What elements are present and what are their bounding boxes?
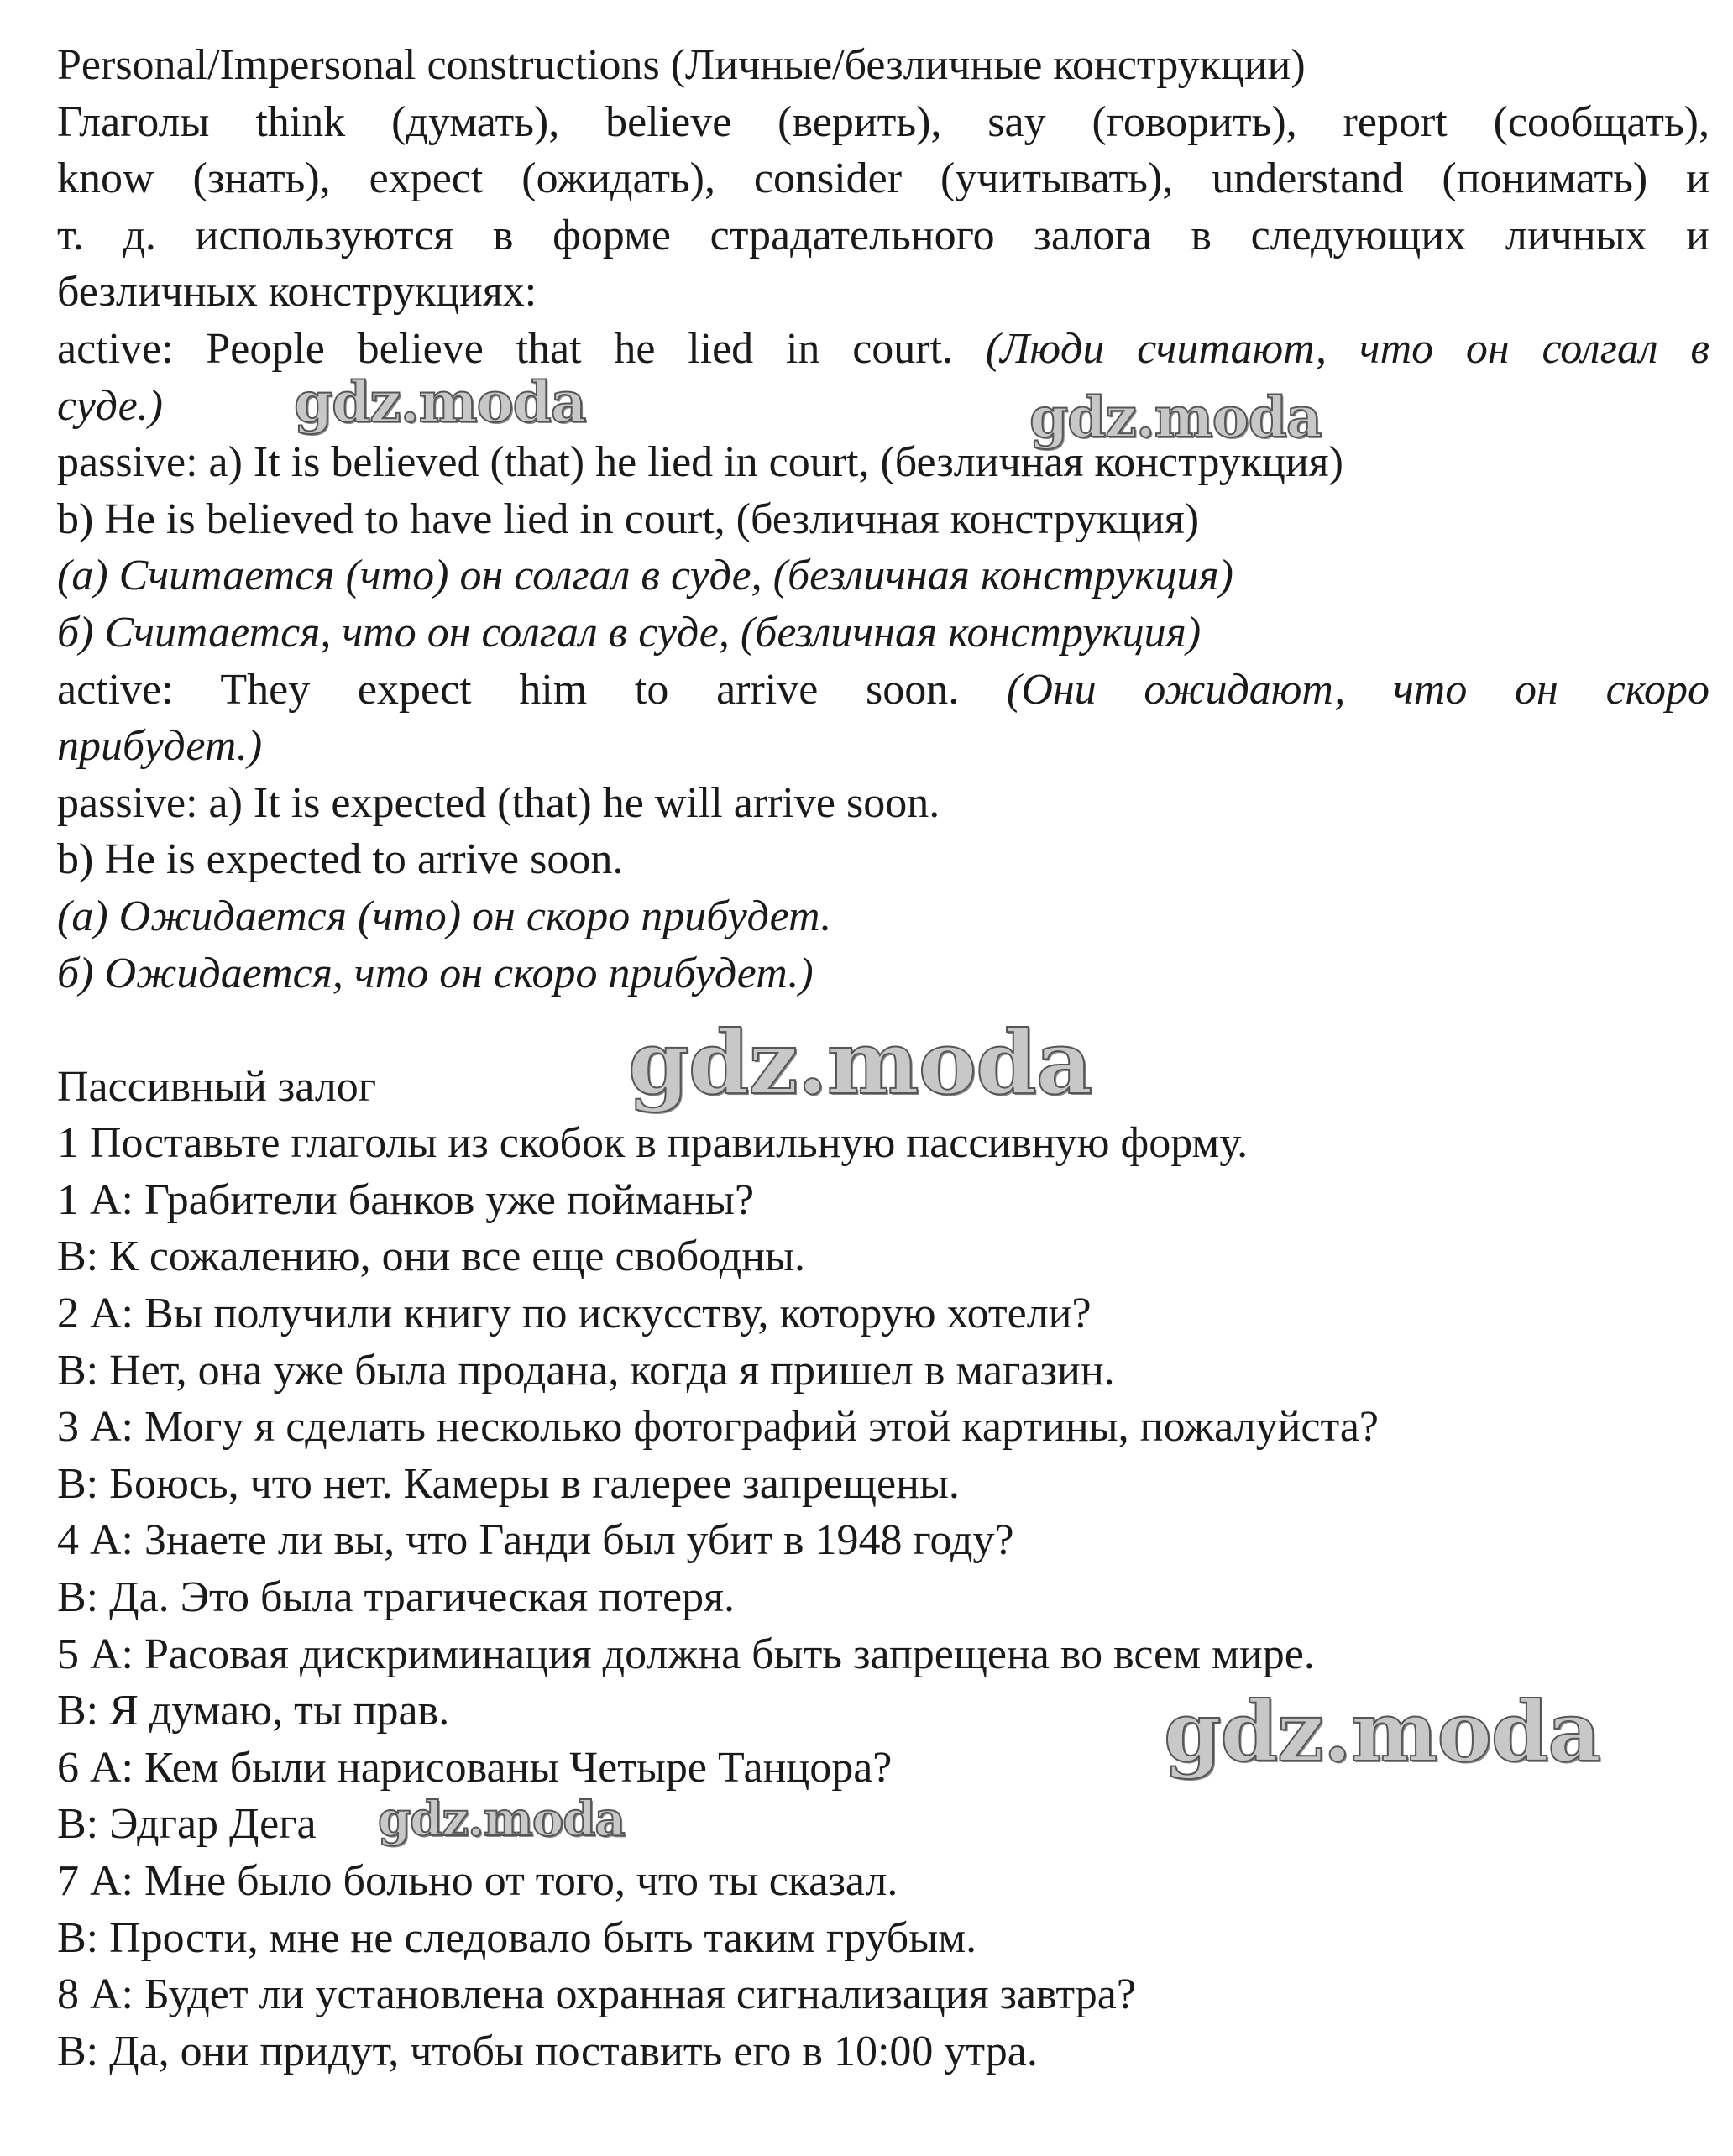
dialog-line: 4 А: Знаете ли вы, что Ганди был убит в 1948 году?: [57, 1516, 1014, 1565]
example-passive-line: b) He is expected to arrive soon.: [57, 835, 624, 884]
example-passive-line: passive: a) It is expected (that) he will arrive soon.: [57, 778, 940, 827]
example-translation-line: суде.): [57, 381, 163, 430]
dialog-line: В: Да, они придут, чтобы поставить его в 10:00 утра.: [57, 2027, 1038, 2075]
example-passive-line: b) He is believed to have lied in court, (безличная конструкция): [57, 495, 1200, 543]
doc-paragraph-line: know (знать), expect (ожидать), consider (учитывать), understand (понимать) и: [57, 154, 1709, 203]
section-title: Пассивный залог: [57, 1062, 377, 1111]
dialog-line: 1 А: Грабители банков уже пойманы?: [57, 1175, 755, 1224]
example-translation: (Люди считают, что он солгал в: [985, 324, 1709, 373]
example-translation-line: б) Считается, что он солгал в суде, (безличная конструкция): [57, 608, 1202, 657]
example-translation-line: (а) Ожидается (что) он скоро прибудет.: [57, 892, 832, 940]
dialog-line: В: Нет, она уже была продана, когда я пришел в магазин.: [57, 1346, 1115, 1395]
watermark: gdz.moda: [294, 369, 586, 435]
dialog-line: 7 А: Мне было больно от того, что ты сказал.: [57, 1857, 898, 1905]
doc-paragraph-line: т. д. используются в форме страдательного залога в следующих личных и: [57, 211, 1709, 259]
example-translation-line: б) Ожидается, что он скоро прибудет.): [57, 949, 814, 997]
dialog-line: 8 А: Будет ли установлена охранная сигнализация завтра?: [57, 1970, 1136, 2019]
dialog-line: В: Эдгар Дега: [57, 1800, 317, 1849]
exercise-instruction: 1 Поставьте глаголы из скобок в правильную пассивную форму.: [57, 1119, 1249, 1168]
example-translation-line: (а) Считается (что) он солгал в суде, (безличная конструкция): [57, 552, 1233, 600]
dialog-line: В: Прости, мне не следовало быть таким грубым.: [57, 1913, 977, 1962]
dialog-line: 2 А: Вы получили книгу по искусству, которую хотели?: [57, 1290, 1092, 1338]
watermark: gdz.moda: [378, 1792, 625, 1847]
watermark: gdz.moda: [1029, 385, 1322, 450]
example-passive-line: passive: a) It is believed (that) he lied in court, (безличная конструкция): [57, 438, 1343, 487]
dialog-line: 6 А: Кем были нарисованы Четыре Танцора?: [57, 1743, 893, 1792]
doc-paragraph-line: Глаголы think (думать), believe (верить), say (говорить), report (сообщать),: [57, 97, 1709, 146]
example-text: active: They expect him to arrive soon.: [57, 665, 960, 714]
watermark: gdz.moda: [628, 1011, 1092, 1114]
dialog-line: В: К сожалению, они все еще свободны.: [57, 1232, 805, 1281]
dialog-line: 3 А: Могу я сделать несколько фотографий этой картины, пожалуйста?: [57, 1403, 1379, 1452]
doc-paragraph-line: безличных конструкциях:: [57, 268, 537, 317]
example-active-line: [57, 662, 1709, 719]
doc-heading: Personal/Impersonal constructions (Личные/безличные конструкции): [57, 41, 1306, 89]
dialog-line: В: Боюсь, что нет. Камеры в галерее запрещены.: [57, 1459, 960, 1508]
dialog-line: В: Да. Это была трагическая потеря.: [57, 1573, 736, 1622]
example-translation-line: прибудет.): [57, 722, 263, 771]
dialog-line: В: Я думаю, ты прав.: [57, 1687, 450, 1735]
example-text: active: People believe that he lied in court.: [57, 324, 954, 373]
dialog-line: 5 А: Расовая дискриминация должна быть запрещена во всем мире.: [57, 1630, 1315, 1678]
example-translation: (Они ожидают, что он скоро: [1007, 665, 1709, 714]
watermark: gdz.moda: [1164, 1684, 1600, 1781]
